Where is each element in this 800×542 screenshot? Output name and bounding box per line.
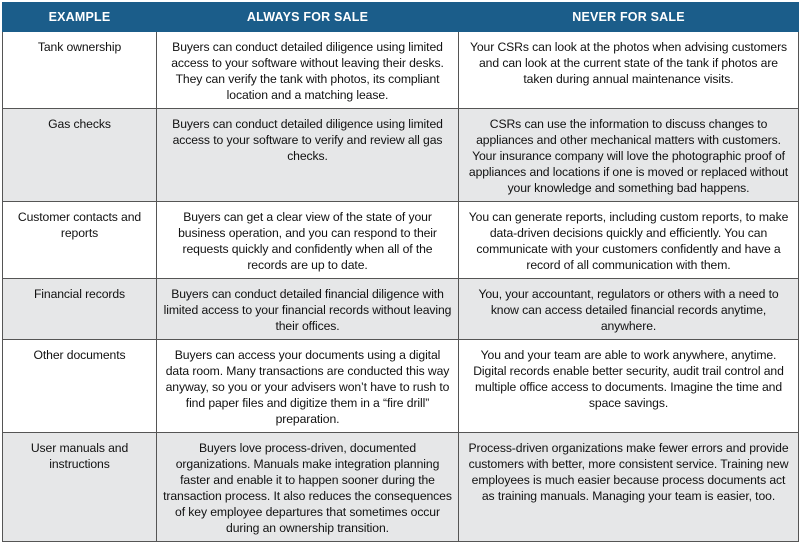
example-cell: User manuals and instructions — [3, 433, 157, 542]
example-cell: Customer contacts and reports — [3, 202, 157, 279]
always-for-sale-cell: Buyers can get a clear view of the state of your business operation, and you can respond to their requests quickly and confidently when all of the records are up to date. — [157, 202, 459, 279]
table-row — [3, 279, 799, 340]
always-for-sale-cell: Buyers can conduct detailed diligence using limited access to your software to verify and review all gas checks. — [157, 109, 459, 202]
never-for-sale-cell: You and your team are able to work anywhere, anytime. Digital records enable better security, audit trail control and multiple office access to documents. Imagine the time and space savings. — [459, 340, 799, 433]
always-for-sale-cell: Buyers can conduct detailed diligence using limited access to your software without leaving their desks. They can verify the tank with photos, its compliant location and a matching lease. — [157, 32, 459, 109]
always-for-sale-cell: Buyers love process-driven, documented organizations. Manuals make integration planning faster and enable it to happen sooner during the transaction process. It also reduces the consequences of key employee departures that sometimes occur during an ownership transition. — [157, 433, 459, 542]
comparison-table — [2, 2, 799, 542]
example-cell: Gas checks — [3, 109, 157, 202]
table-row — [3, 202, 799, 279]
example-cell: Tank ownership — [3, 32, 157, 109]
header-always-for-sale: ALWAYS FOR SALE — [157, 3, 459, 32]
never-for-sale-cell: CSRs can use the information to discuss changes to appliances and other mechanical matters with customers. Your insurance company will love the photographic proof of appliances and locations if one is moved or replaced without your knowledge and something bad happens. — [459, 109, 799, 202]
table-row — [3, 433, 799, 542]
header-row — [3, 3, 799, 32]
header-example: EXAMPLE — [3, 3, 157, 32]
example-cell: Other documents — [3, 340, 157, 433]
comparison-table-wrapper — [2, 2, 798, 542]
never-for-sale-cell: You, your accountant, regulators or others with a need to know can access detailed financial records anytime, anywhere. — [459, 279, 799, 340]
always-for-sale-cell: Buyers can conduct detailed financial diligence with limited access to your financial records without leaving their offices. — [157, 279, 459, 340]
table-row — [3, 340, 799, 433]
example-cell: Financial records — [3, 279, 157, 340]
never-for-sale-cell: Process-driven organizations make fewer errors and provide customers with better, more consistent service. Training new employees is much easier because process documents act as training manuals. Managing your team is easier, too. — [459, 433, 799, 542]
never-for-sale-cell: You can generate reports, including custom reports, to make data-driven decisions quickly and efficiently. You can communicate with your customers confidently and have a record of all communication with them. — [459, 202, 799, 279]
never-for-sale-cell: Your CSRs can look at the photos when advising customers and can look at the current state of the tank if photos are taken during annual maintenance visits. — [459, 32, 799, 109]
table-row — [3, 32, 799, 109]
table-row — [3, 109, 799, 202]
header-never-for-sale: NEVER FOR SALE — [459, 3, 799, 32]
always-for-sale-cell: Buyers can access your documents using a digital data room. Many transactions are conducted this way anyway, so you or your advisers won’t have to rush to find paper files and digitize them in a “fire drill” preparation. — [157, 340, 459, 433]
